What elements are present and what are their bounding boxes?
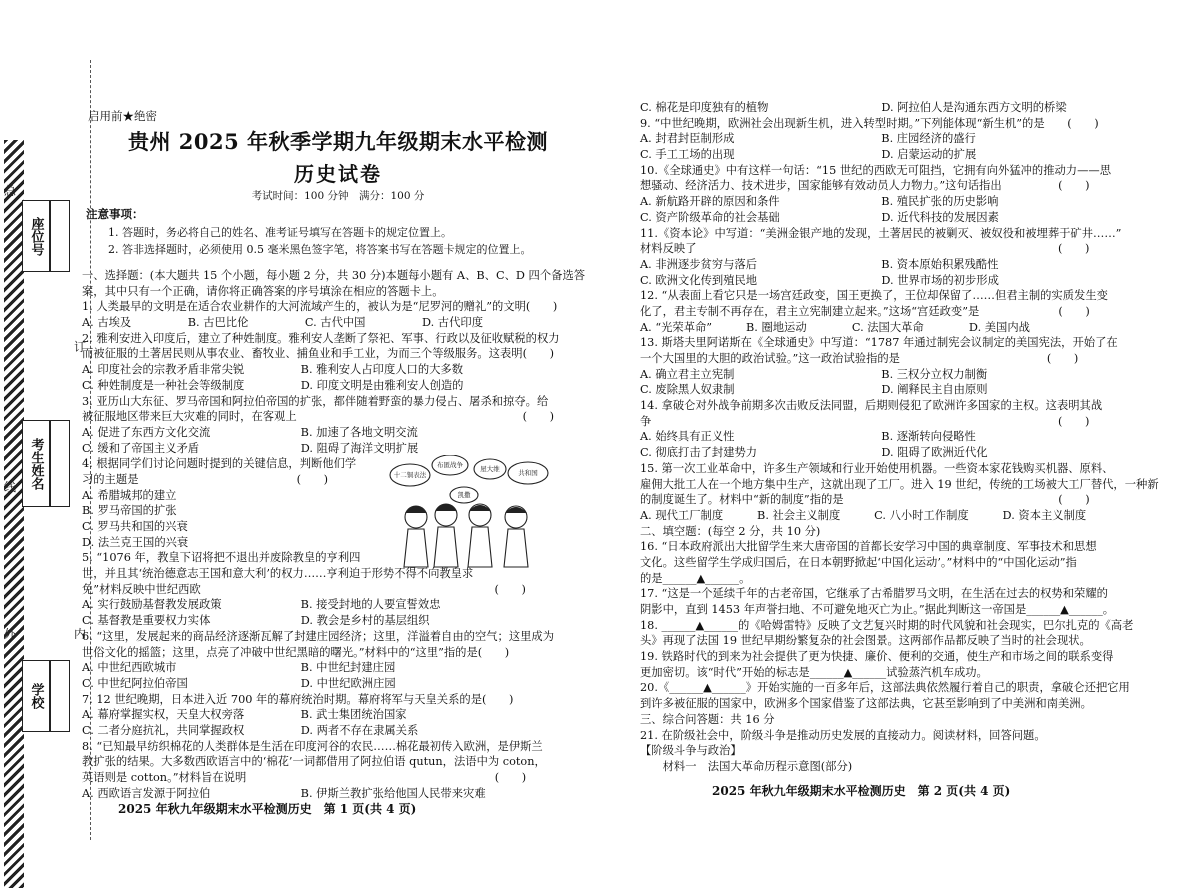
- text-line: 到许多被征服的国家中，欧洲多个国家借鉴了这部法典，它甚至影响到了中美洲和南美洲。: [640, 697, 1092, 711]
- text-line: 一个大国里的大胆的政治试验。”这一政治试验指的是 ( ): [640, 352, 1079, 365]
- text-line: 三、综合问答题：共 16 分: [640, 712, 775, 726]
- side-char-xian: 线: [4, 480, 17, 494]
- text-line: A. 印度社会的宗教矛盾非常尖锐 B. 雅利安人占印度人口的大多数: [82, 363, 464, 377]
- note-item: 2. 答非选择题时，必须使用 0.5 毫米黑色签字笔，将答案书写在答题卡规定的位置上。: [108, 243, 532, 256]
- text-line: A. 希腊城邦的建立: [82, 488, 177, 502]
- text-line: A. 确立君主立宪制 B. 三权分立权力制衡: [640, 367, 988, 381]
- text-line: 二、填空题：(每空 2 分，共 10 分): [640, 524, 821, 538]
- student-name-field[interactable]: [50, 420, 70, 507]
- secret-mark: 启用前★绝密: [88, 109, 157, 123]
- seat-number-label: 座位号: [22, 200, 50, 272]
- text-line: 被征服地区带来巨大灾难的同时，在客观上 ( ): [82, 410, 554, 424]
- text-line: 12. “从表面上看它只是一场宫廷政变，国王更换了，王位却保留了……但君主制的实质发生变: [640, 289, 1108, 303]
- zigzag-border: [4, 140, 24, 888]
- text-line: 免”材料反映中世纪西欧 ( ): [82, 582, 526, 596]
- text-line: A. “光荣革命” B. 圈地运动 C. 法国大革命 D. 美国内战: [640, 320, 1030, 334]
- text-line: D. 法兰克王国的兴衰: [82, 535, 189, 549]
- text-line: 材料反映了 ( ): [640, 242, 1090, 256]
- text-line: A. 新航路开辟的原因和条件 B. 殖民扩张的历史影响: [640, 195, 999, 209]
- text-line: C. 缓和了帝国主义矛盾 D. 阻碍了海洋文明扩展: [82, 441, 419, 455]
- text-line: A. 幕府掌握实权，天皇大权旁落 B. 武士集团统治国家: [82, 708, 407, 722]
- text-line: 9. “中世纪晚期，欧洲社会出现新生机，进入转型时期。”下列能体现“新生机”的是 ( ): [640, 116, 1099, 130]
- text-line: 15. 第一次工业革命中，许多生产领域和行业开始使用机器。一些资本家花钱购买机器、原料、: [640, 461, 1114, 475]
- text-line: C. 欧洲文化传到殖民地 D. 世界市场的初步形成: [640, 273, 999, 287]
- text-line: A. 中世纪西欧城市 B. 中世纪封建庄园: [82, 661, 396, 675]
- text-line: 21. 在阶级社会中，阶级斗争是推动历史发展的直接动力。阅读材料，回答问题。: [640, 728, 1046, 742]
- side-char-ding: 订: [74, 340, 87, 354]
- text-line: C. 彻底打击了封建势力 D. 阻碍了欧洲近代化: [640, 446, 988, 460]
- text-line: 13. 斯塔夫里阿诺斯在《全球通史》中写道：“1787 年通过制宪会议制定的美国宪法，开始了在: [640, 336, 1118, 350]
- text-line: A. 非洲逐步贫穷与落后 B. 资本原始积累残酷性: [640, 257, 999, 271]
- text-line: 的制度诞生了。材料中“新的制度”指的是 ( ): [640, 493, 1090, 507]
- page-footer-left: 2025 年秋九年级期末水平检测历史 第 1 页(共 4 页): [118, 802, 417, 816]
- text-line: A. 封君封臣制形成 B. 庄园经济的盛行: [640, 132, 976, 146]
- text-line: 18. ______▲______的《哈姆雷特》反映了文艺复兴时期的时代风貌和社会现实，巴尔扎克的《高老: [640, 618, 1134, 632]
- note-item: 1. 答题时，务必将自己的姓名、准考证号填写在答题卡的规定位置上。: [108, 226, 452, 239]
- text-line: C. 废除黑人奴隶制 D. 阐释民主自由原则: [640, 383, 988, 397]
- text-line: 11.《资本论》中写道：“美洲金银产地的发现，土著居民的被剿灭、被奴役和被埋葬于矿井……”: [640, 226, 1122, 240]
- students-discussion-cartoon: [388, 455, 553, 570]
- side-char-zong: 总: [4, 184, 17, 198]
- text-line: 习的主题是 ( ): [82, 472, 329, 486]
- binding-strip: [0, 60, 95, 840]
- text-line: 19. 铁路时代的到来为社会提供了更为快捷、廉价、便利的交通，使生产和市场之间的联系变得: [640, 650, 1114, 664]
- cartoon-bubble-text: 十二铜表法: [393, 471, 427, 479]
- text-line: 教扩张的结果。大多数西欧语言中的‘棉花’一词都借用了阿拉伯语 qutun，法语中为 coton，: [82, 755, 546, 769]
- text-line: C. 棉花是印度独有的植物 D. 阿拉伯人是沟通东西方文明的桥梁: [640, 101, 1067, 114]
- text-line: C. 手工工场的出现 D. 启蒙运动的扩展: [640, 148, 977, 162]
- text-line: 头》再现了法国 19 世纪早期纷繁复杂的社会图景。这两部作品都反映了当时的社会现状。: [640, 634, 1091, 648]
- text-line: 世，并且其‘统治德意志王国和意大利’的权力……亨利迫于形势不得不向教皇求: [82, 567, 474, 581]
- text-line: 想骚动、经济活力、技术进步，国家能够有效动员人力物力。”这句话指出 ( ): [640, 179, 1090, 193]
- seat-number-field[interactable]: [50, 200, 70, 272]
- text-line: 而被征服的土著居民则从事农业、畜牧业、捕鱼业和手工业，为而三个等级服务。这表明( ): [82, 347, 554, 361]
- text-line: 争 ( ): [640, 414, 1090, 428]
- student-name-label: 考生姓名: [22, 420, 50, 507]
- text-line: 雇佣大批工人在一个地方集中生产，这就出现了工厂。进入 19 世纪，传统的工场被大工厂替代，一种新: [640, 477, 1159, 491]
- text-line: A. 西欧语言发源于阿拉伯 B. 伊斯兰教扩张给他国人民带来灾难: [82, 786, 486, 800]
- cartoon-bubble-text: 共和国: [518, 469, 538, 477]
- text-line: 更加密切。该“时代”开始的标志是______▲______试验蒸汽机车成功。: [640, 665, 988, 679]
- text-line: 14. 拿破仑对外战争前期多次击败反法同盟，后期则侵犯了欧洲许多国家的主权。这表明其战: [640, 399, 1103, 413]
- text-line: C. 二者分庭抗礼，共同掌握政权 D. 两者不存在隶属关系: [82, 723, 419, 737]
- notes-heading: 注意事项：: [86, 207, 144, 221]
- text-line: 一、选择题：(本大题共 15 个小题，每小题 2 分，共 30 分)本题每小题有 A、B、C、D 四个备选答: [82, 269, 586, 282]
- exam-time-info: 考试时间：100 分钟 满分：100 分: [251, 190, 425, 202]
- side-char-wai: 外: [4, 627, 17, 641]
- text-line: 世俗文化的摇篮；这里，点亮了冲破中世纪黑暗的曙光。”材料中的“这里”指的是( ): [82, 645, 510, 659]
- text-line: 10.《全球通史》中有这样一句话：“15 世纪的西欧无可阻挡，它拥有向外猛冲的推动力——思: [640, 163, 1111, 177]
- text-line: 20.《______▲______》开始实施的一百多年后，这部法典依然履行着自己的职责，拿破仑还把它用: [640, 681, 1130, 695]
- side-char-nei: 内: [74, 627, 87, 641]
- right-column: [640, 100, 1160, 775]
- text-line: C. 中世纪阿拉伯帝国 D. 中世纪欧洲庄园: [82, 676, 396, 690]
- text-line: A. 始终具有正义性 B. 逐渐转向侵略性: [640, 430, 976, 444]
- exam-subtitle: 历史试卷: [294, 162, 382, 186]
- text-line: C. 资产阶级革命的社会基础 D. 近代科技的发展因素: [640, 210, 999, 224]
- cartoon-bubble-text: 布匿战争: [437, 461, 463, 469]
- text-line: 8. “已知最早纺织棉花的人类群体是生活在印度河谷的农民……棉花最初传入欧洲，是伊斯兰: [82, 739, 543, 753]
- text-line: 3. 亚历山大东征、罗马帝国和阿拉伯帝国的扩张，都伴随着野蛮的暴力侵占、屠杀和掠夺。给: [82, 394, 549, 408]
- text-line: 化了，君主专制不再存在，君主立宪制建立起来。”这场“宫廷政变”是 ( ): [640, 304, 1090, 318]
- text-line: C. 罗马共和国的兴衰: [82, 520, 188, 533]
- page-footer-right: 2025 年秋九年级期末水平检测历史 第 2 页(共 4 页): [712, 784, 1011, 798]
- school-label: 学校: [22, 660, 50, 732]
- text-line: 文化。这些留学生学成归国后，在日本朝野掀起‘中国化运动’。”材料中的“中国化运动”指: [640, 555, 1077, 569]
- text-line: 6. “这里，发展起来的商品经济逐渐瓦解了封建庄园经济；这里，洋溢着自由的空气；这里成为: [82, 629, 555, 643]
- cartoon-bubble-text: 屋大维: [480, 465, 500, 473]
- text-line: A. 古埃及 B. 古巴比伦 C. 古代中国 D. 古代印度: [82, 316, 483, 330]
- exam-title: 贵州 2025 年秋季学期九年级期末水平检测: [127, 129, 549, 154]
- text-line: 英语则是 cotton。”材料旨在说明 ( ): [82, 771, 527, 784]
- cartoon-bubble-text: 凯撒: [457, 491, 471, 499]
- text-line: 17. “这是一个延续千年的古老帝国，它继承了古希腊罗马文明，在生活在过去的权势和荣耀的: [640, 587, 1108, 601]
- text-line: C. 基督教是重要权力实体 D. 教会是乡村的基层组织: [82, 614, 430, 628]
- text-line: 的是______▲______。: [640, 571, 751, 585]
- text-line: 4. 根据同学们讨论问题时提到的关键信息，判断他们学: [82, 457, 357, 471]
- school-field[interactable]: [50, 660, 70, 732]
- text-line: 16. “日本政府派出大批留学生来大唐帝国的首都长安学习中国的典章制度、军事技术和思想: [640, 540, 1097, 554]
- text-line: 2. 雅利安进入印度后，建立了种姓制度。雅利安人垄断了祭祀、军事、行政以及征收赋税的权力: [82, 331, 560, 345]
- text-line: B. 罗马帝国的扩张: [82, 504, 177, 518]
- text-line: 5. “1076 年，教皇下诏将把不退出并废除教皇的亨利四: [82, 551, 361, 565]
- text-line: A. 实行鼓励基督教发展政策 B. 接受封地的人要宣誓效忠: [82, 598, 441, 612]
- text-line: 7. 12 世纪晚期，日本进入近 700 年的幕府统治时期。幕府将军与天皇关系的是( ): [82, 692, 514, 706]
- text-line: 阴影中，直到 1453 年声誉扫地、不可避免地灭亡为止。”据此判断这一帝国是______▲______。: [640, 603, 1115, 616]
- text-line: 1. 人类最早的文明是在适合农业耕作的大河流域产生的，被认为是“尼罗河的赠礼”的文明( ): [82, 300, 558, 314]
- text-line: A. 促进了东西方文化交流 B. 加速了各地文明交流: [82, 425, 418, 439]
- text-line: C. 种姓制度是一种社会等级制度 D. 印度文明是由雅利安人创造的: [82, 378, 464, 392]
- text-line: 材料一 法国大革命历程示意图(部分): [640, 759, 853, 773]
- text-line: 【阶级斗争与政治】: [640, 744, 742, 758]
- text-line: A. 现代工厂制度 B. 社会主义制度 C. 八小时工作制度 D. 资本主义制度: [640, 508, 1087, 522]
- text-line: 案，其中只有一个正确，请你将正确答案的序号填涂在相应的答题卡上。: [82, 284, 444, 298]
